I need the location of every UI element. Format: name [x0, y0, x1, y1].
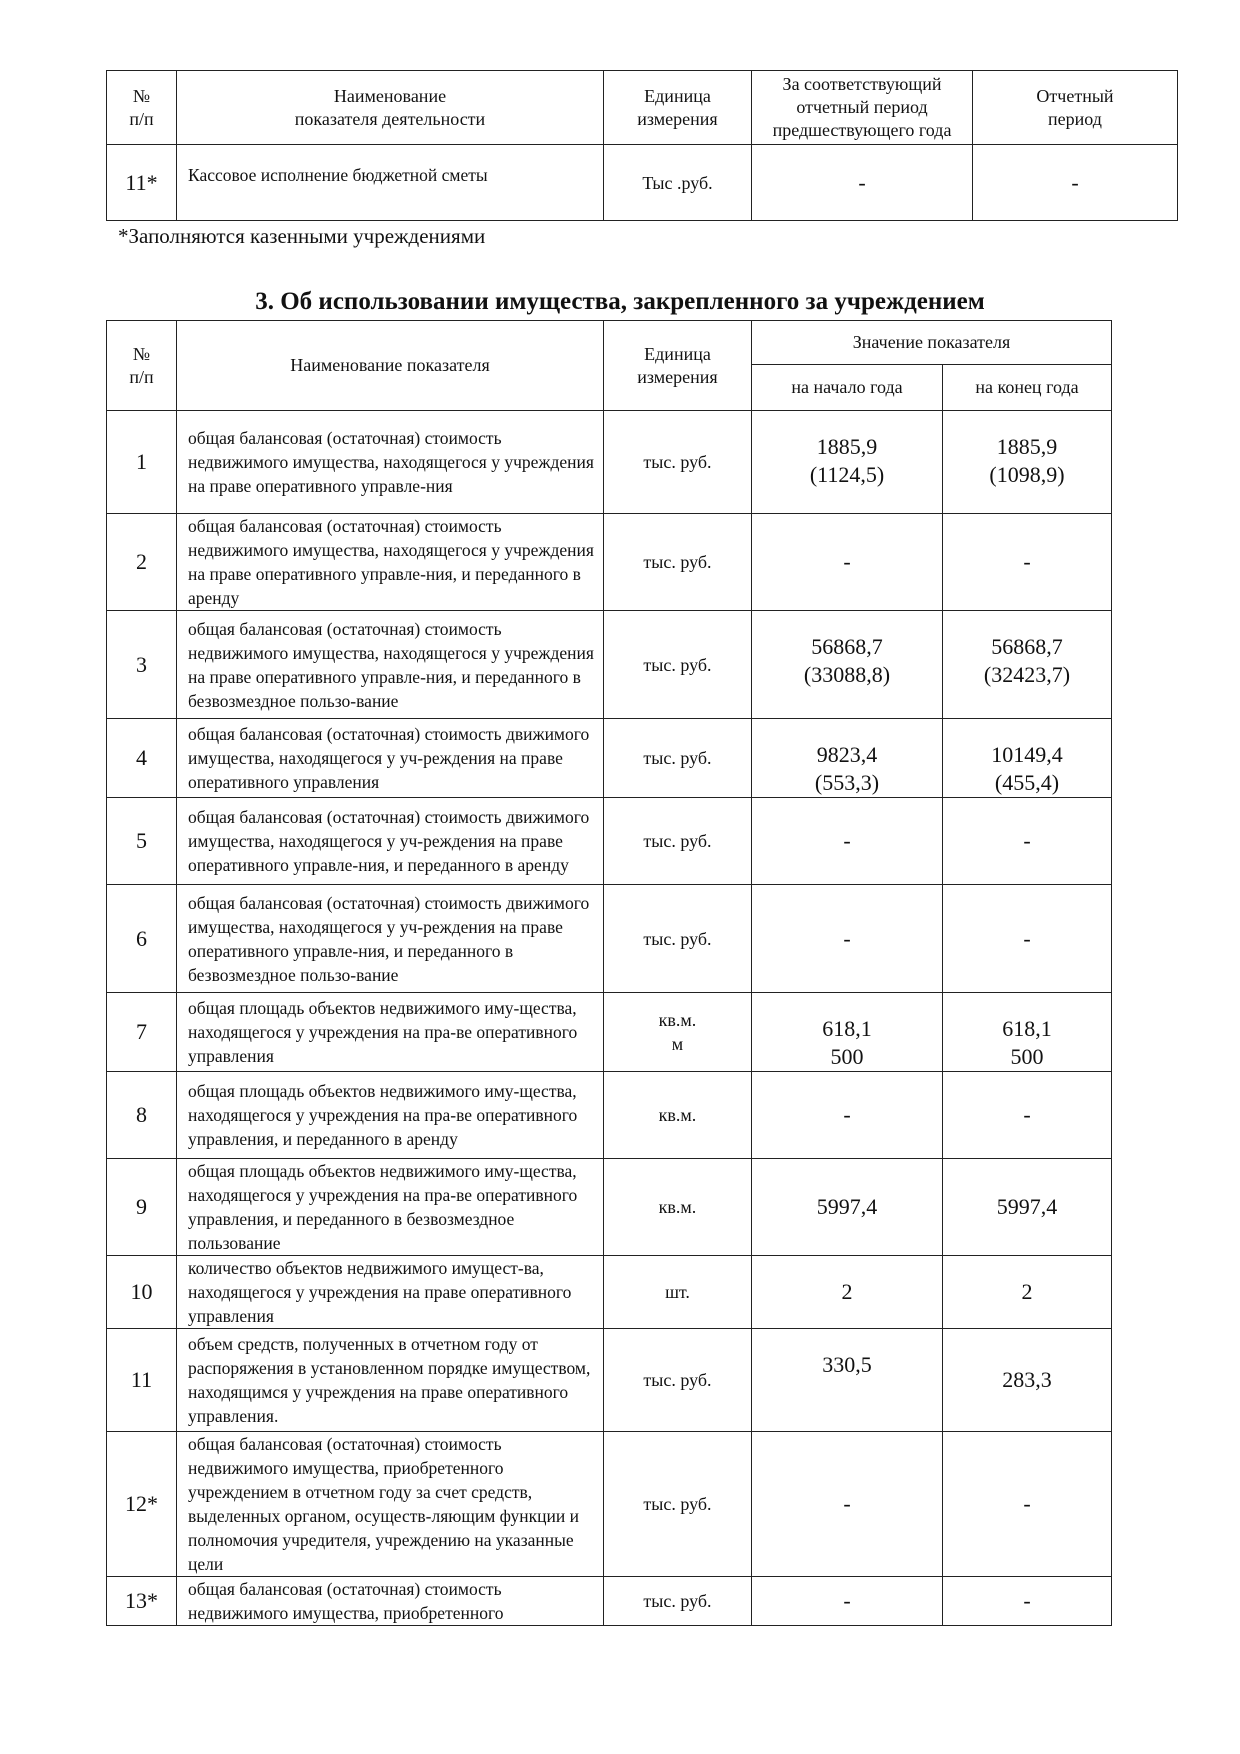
row-end-value-line: 5997,4 [996, 1194, 1058, 1219]
row-unit [604, 1072, 752, 1159]
table-row [107, 1577, 1112, 1626]
row-name: общая балансовая (остаточная) стоимость недвижимого имущества, приобретенного учреждением в отчетном году за счет средств, выделенных органом, осуществ-ляющим функции и полномочия учредителя, учреждению на указанные цели [177, 1432, 604, 1577]
row-unit-line: тыс. руб. [643, 1591, 712, 1611]
row-end-value-line: 10149,4 [991, 742, 1063, 767]
row-end-value-line: - [1023, 925, 1031, 951]
row-unit [604, 514, 752, 611]
row-num: 13* [107, 1577, 177, 1626]
header-end-of-year: на конец года [943, 365, 1112, 411]
table-row [107, 145, 1178, 221]
row-end-value [943, 885, 1112, 993]
row-start-value-line: - [843, 1491, 851, 1516]
row-start-value-line: - [843, 549, 851, 574]
row-name: общая балансовая (остаточная) стоимость недвижимого имущества, приобретенного [177, 1577, 604, 1626]
row-unit-line: тыс. руб. [643, 1494, 712, 1514]
table-row [107, 411, 1112, 514]
table-row [107, 514, 1112, 611]
section-title: 3. Об использовании имущества, закрепленного за учреждением [255, 288, 985, 315]
row-start-value-line: - [843, 925, 851, 951]
row-num: 8 [107, 1072, 177, 1159]
row-unit-line: тыс. руб. [643, 1370, 712, 1390]
table-row [107, 1072, 1112, 1159]
header-value-group: Значение показателя [752, 321, 1112, 365]
header-name: Наименование показателя [177, 321, 604, 411]
table-row [107, 798, 1112, 885]
row-num: 11 [107, 1329, 177, 1432]
row-start-value-line: (553,3) [814, 770, 880, 795]
row-unit [604, 1329, 752, 1432]
row-name: общая балансовая (остаточная) стоимость движимого имущества, находящегося у уч-реждения на праве оперативного управле-ния, и переданного в аренду [177, 798, 604, 885]
row-start-value-line: (33088,8) [803, 662, 891, 687]
row-start-value [752, 1432, 943, 1577]
row-end-value-line: (32423,7) [983, 662, 1071, 687]
row-end-value [943, 798, 1112, 885]
row-start-value-line: 1885,9 [816, 434, 878, 459]
row-unit-line: тыс. руб. [643, 831, 712, 851]
header-name: Наименование показателя деятельности [177, 71, 604, 145]
row-unit-line: кв.м. [658, 1105, 697, 1125]
header-num: № п/п [107, 71, 177, 145]
table-row [107, 1329, 1112, 1432]
row-unit [604, 1577, 752, 1626]
table-header-row [107, 71, 1178, 145]
row-unit-line: шт. [665, 1282, 690, 1302]
row-name: общая балансовая (остаточная) стоимость недвижимого имущества, находящегося у учреждения на праве оперативного управле-ния, и переданного в аренду [177, 514, 604, 611]
row-end-value-line: 1885,9 [996, 434, 1058, 459]
row-end-value-line: 500 [1010, 1044, 1044, 1069]
row-end-value [943, 993, 1112, 1072]
row-num: 2 [107, 514, 177, 611]
row-end-value [943, 719, 1112, 798]
activity-table [106, 70, 1178, 221]
row-num: 10 [107, 1256, 177, 1329]
row-end-value-line: 2 [1021, 1279, 1033, 1304]
row-name: Кассовое исполнение бюджетной сметы [177, 145, 604, 221]
row-num: 12* [107, 1432, 177, 1577]
header-prev-period: За соответствующий отчетный период предшествующего года [752, 71, 973, 145]
table-row [107, 1159, 1112, 1256]
row-start-value [752, 719, 943, 798]
row-start-value-line: 500 [830, 1044, 864, 1069]
row-prev-value: - [752, 145, 973, 221]
row-name: общая балансовая (остаточная) стоимость движимого имущества, находящегося у уч-реждения на праве оперативного управле-ния, и переданного в безвозмездное пользо-вание [177, 885, 604, 993]
row-end-value-line: - [1023, 1588, 1031, 1613]
row-start-value [752, 1577, 943, 1626]
row-num: 3 [107, 611, 177, 719]
row-start-value [752, 1159, 943, 1256]
row-unit-line: м [671, 1034, 684, 1054]
row-num: 1 [107, 411, 177, 514]
row-end-value-line: - [1023, 549, 1031, 574]
row-unit [604, 885, 752, 993]
row-end-value-line: - [1023, 1491, 1031, 1516]
header-unit: Единица измерения [604, 321, 752, 411]
table-row [107, 1432, 1112, 1577]
row-unit: Тыс .руб. [604, 145, 752, 221]
row-start-value-line: 618,1 [822, 1016, 872, 1041]
row-name: общая балансовая (остаточная) стоимость движимого имущества, находящегося у уч-реждения на праве оперативного управления [177, 719, 604, 798]
row-unit [604, 798, 752, 885]
row-unit-line: кв.м. [658, 1010, 697, 1030]
row-start-value [752, 1256, 943, 1329]
row-unit-line: тыс. руб. [643, 552, 712, 572]
row-end-value [943, 1159, 1112, 1256]
footnote: *Заполняются казенными учреждениями [118, 224, 486, 248]
row-start-value-line: 2 [841, 1279, 853, 1304]
row-name: общая балансовая (остаточная) стоимость недвижимого имущества, находящегося у учреждения на праве оперативного управле-ния [177, 411, 604, 514]
row-unit [604, 1432, 752, 1577]
row-current-value: - [973, 145, 1178, 221]
table-row [107, 611, 1112, 719]
header-unit: Единица измерения [604, 71, 752, 145]
row-start-value [752, 993, 943, 1072]
row-unit-line: тыс. руб. [643, 654, 712, 675]
row-start-value-line: - [843, 1102, 851, 1127]
row-num: 6 [107, 885, 177, 993]
row-end-value [943, 1432, 1112, 1577]
row-end-value [943, 1072, 1112, 1159]
header-current-period: Отчетный период [973, 71, 1178, 145]
row-end-value-line: - [1023, 1102, 1031, 1127]
row-num: 7 [107, 993, 177, 1072]
table-row [107, 1256, 1112, 1329]
row-name: общая балансовая (остаточная) стоимость недвижимого имущества, находящегося у учреждения на праве оперативного управле-ния, и переданного в безвозмездное пользо-вание [177, 611, 604, 719]
row-start-value [752, 885, 943, 993]
row-start-value-line: 9823,4 [816, 742, 878, 767]
row-start-value-line: 5997,4 [816, 1194, 878, 1219]
row-start-value-line: - [843, 828, 851, 853]
row-start-value [752, 798, 943, 885]
row-unit-line: тыс. руб. [643, 452, 712, 472]
row-end-value [943, 1329, 1112, 1432]
row-start-value [752, 611, 943, 719]
row-name: общая площадь объектов недвижимого иму-щества, находящегося у учреждения на пра-ве оперативного управления [177, 993, 604, 1072]
row-unit [604, 1256, 752, 1329]
row-unit [604, 719, 752, 798]
row-unit [604, 1159, 752, 1256]
row-num: 9 [107, 1159, 177, 1256]
row-num: 4 [107, 719, 177, 798]
property-table [106, 320, 1112, 1626]
row-name: объем средств, полученных в отчетном году от распоряжения в установленном порядке имуществом, находящимся у учреждения на праве оперативного управления. [177, 1329, 604, 1432]
row-end-value [943, 1577, 1112, 1626]
table-row [107, 719, 1112, 798]
row-unit [604, 993, 752, 1072]
row-start-value [752, 514, 943, 611]
row-end-value-line: 618,1 [1002, 1016, 1052, 1041]
row-name: количество объектов недвижимого имущест-ва, находящегося у учреждения на праве оперативного управления [177, 1256, 604, 1329]
row-num: 11* [107, 145, 177, 221]
row-start-value [752, 411, 943, 514]
row-end-value-line: (455,4) [994, 770, 1060, 795]
row-start-value-line: - [843, 1588, 851, 1613]
row-name: общая площадь объектов недвижимого иму-щества, находящегося у учреждения на пра-ве оперативного управления, и переданного в безвозмездное пользование [177, 1159, 604, 1256]
row-end-value [943, 611, 1112, 719]
row-unit-line: тыс. руб. [643, 928, 712, 949]
row-num: 5 [107, 798, 177, 885]
row-unit [604, 611, 752, 719]
row-end-value-line: 56868,7 [991, 634, 1063, 659]
row-end-value-line: - [1023, 828, 1031, 853]
table-row [107, 993, 1112, 1072]
header-start-of-year: на начало года [752, 365, 943, 411]
row-unit-line: кв.м. [658, 1197, 697, 1217]
row-start-value [752, 1072, 943, 1159]
row-end-value-line: 283,3 [1002, 1367, 1052, 1392]
row-unit [604, 411, 752, 514]
table-header-row [107, 321, 1112, 365]
row-unit-line: тыс. руб. [643, 748, 712, 768]
row-start-value-line: (1124,5) [809, 462, 885, 487]
table-row [107, 885, 1112, 993]
row-end-value [943, 1256, 1112, 1329]
row-start-value-line: 330,5 [822, 1352, 872, 1377]
header-num: № п/п [107, 321, 177, 411]
row-start-value [752, 1329, 943, 1432]
row-start-value-line: 56868,7 [811, 634, 883, 659]
row-end-value [943, 411, 1112, 514]
row-end-value [943, 514, 1112, 611]
row-end-value-line: (1098,9) [989, 462, 1065, 487]
row-name: общая площадь объектов недвижимого иму-щества, находящегося у учреждения на пра-ве оперативного управления, и переданного в аренду [177, 1072, 604, 1159]
